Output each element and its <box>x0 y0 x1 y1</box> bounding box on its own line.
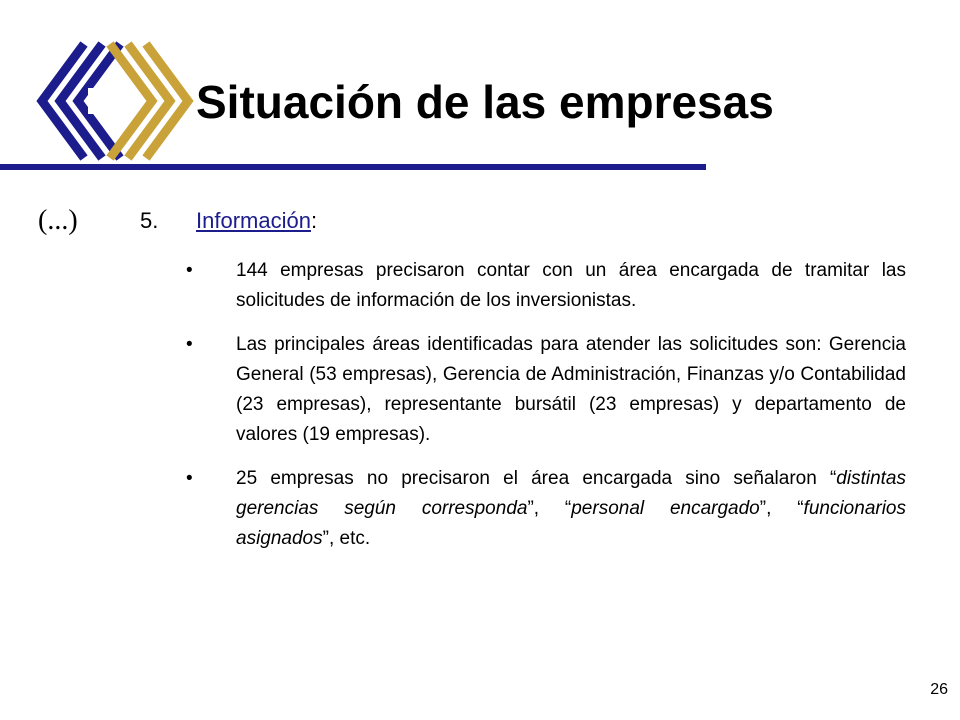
bullet-text: 144 empresas precisaron contar con un área encargada de tramitar las solicitudes de información de los inversionistas. <box>236 260 906 311</box>
section-title-link[interactable]: Información <box>196 208 311 233</box>
bullet-list <box>186 256 906 568</box>
bullet-marker: • <box>186 468 193 489</box>
quoted-phrase: funcionarios asignados <box>236 498 906 549</box>
section-heading <box>140 206 317 236</box>
bullet-marker: • <box>186 334 193 355</box>
continuation-marker: (...) <box>38 205 78 236</box>
section-suffix: : <box>310 208 318 233</box>
bullet-text: Las principales áreas identificadas para atender las solicitudes son: Gerencia General (53 empresas), Gerencia de Administración, Finanzas y/o Contabilidad (23 empresas), representante bursátil (23 empresas) y departamento de valores (19 empresas). <box>236 334 906 445</box>
quote-mark: “ <box>829 468 837 489</box>
quoted-phrase: distintas gerencias según corresponda <box>236 468 906 519</box>
bullet-item <box>186 256 906 316</box>
quote-separator: ”, “ <box>759 498 804 519</box>
bullet-marker: • <box>186 260 193 281</box>
bullet-text <box>236 468 906 549</box>
logo-icon <box>14 36 194 166</box>
bullet-item <box>186 330 906 450</box>
bullet-text-part: 25 empresas no precisaron el área encargada sino señalaron <box>236 468 830 489</box>
bullet-text-part: ”, etc. <box>322 528 371 549</box>
bullet-item <box>186 464 906 554</box>
page-title: Situación de las empresas <box>196 76 774 128</box>
title-underline <box>0 164 706 170</box>
page-number: 26 <box>930 681 948 698</box>
section-number: 5. <box>140 208 159 233</box>
quoted-phrase: personal encargado <box>571 498 760 519</box>
quote-separator: ”, “ <box>527 498 572 519</box>
